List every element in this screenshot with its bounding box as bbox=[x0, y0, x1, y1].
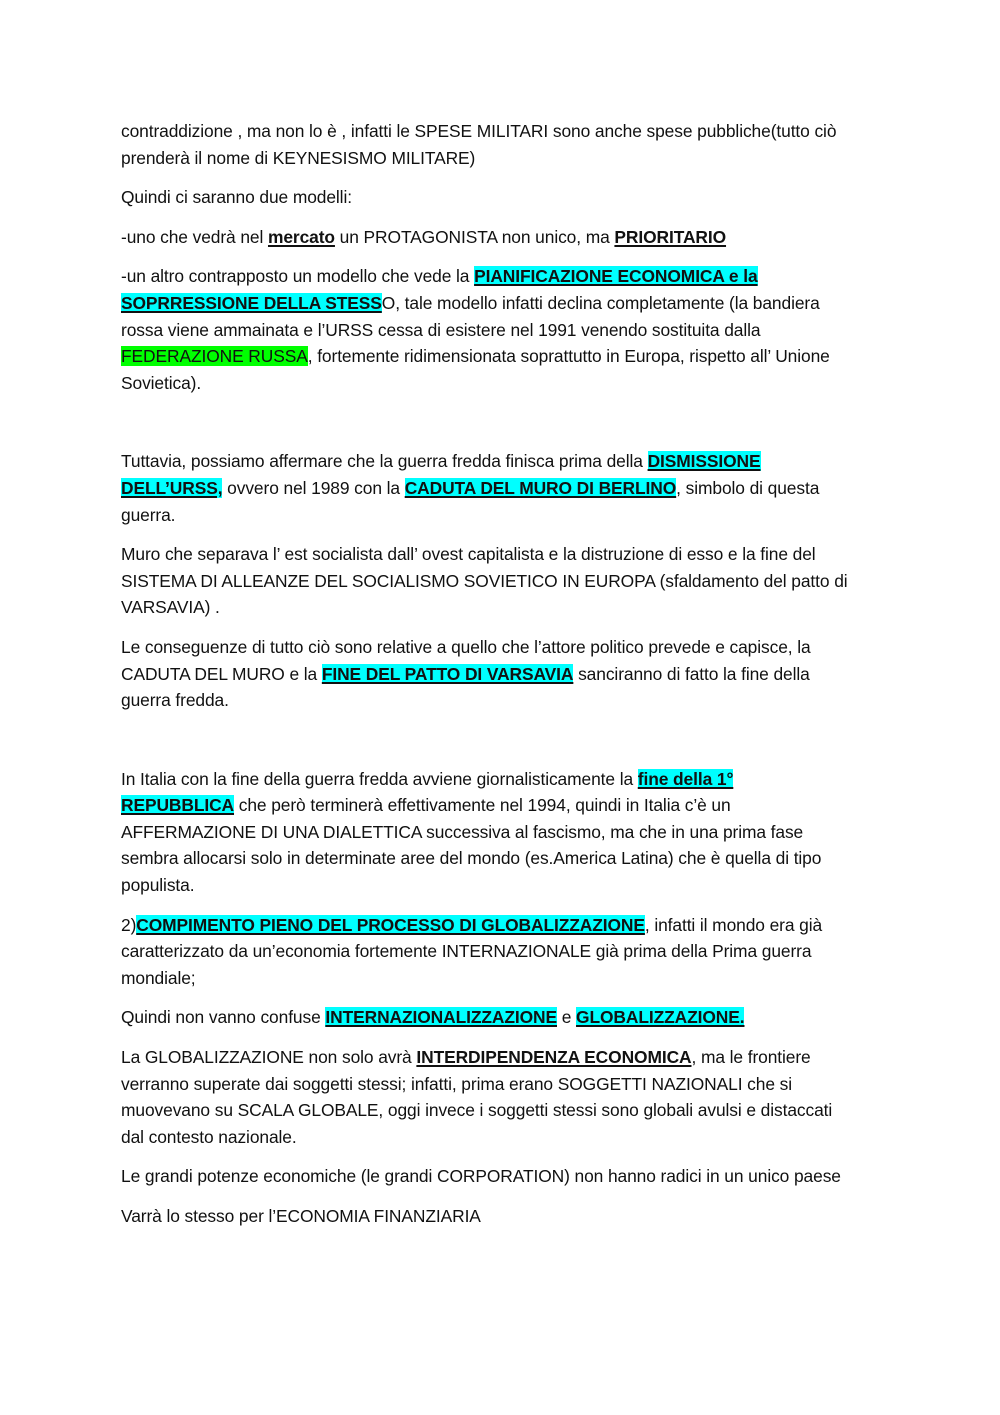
text-run: mercato bbox=[267, 226, 335, 247]
highlighted-text: SOPRRESSIONE DELLA STESS bbox=[121, 292, 382, 313]
text-run: , fortemente ridimensionata soprattutto in Europa, rispetto all’ Unione bbox=[307, 346, 830, 367]
text-run: O, tale modello infatti declina completamente (la bandiera bbox=[381, 292, 820, 313]
paragraph bbox=[121, 1004, 891, 1031]
paragraph bbox=[121, 766, 891, 899]
text-run: guerra fredda. bbox=[121, 690, 229, 711]
paragraph bbox=[121, 912, 891, 992]
highlighted-text: fine della 1° bbox=[637, 768, 734, 789]
highlighted-text: FEDERAZIONE RUSSA bbox=[121, 346, 308, 367]
highlighted-text: DELL’URSS, bbox=[121, 477, 223, 498]
text-run: prenderà il nome di KEYNESISMO MILITARE) bbox=[121, 147, 476, 168]
text-run: VARSAVIA) . bbox=[121, 597, 220, 618]
text-run: guerra. bbox=[121, 504, 176, 525]
text-run: Tuttavia, possiamo affermare che la guerra fredda finisca prima della bbox=[121, 451, 648, 472]
paragraph bbox=[121, 1163, 891, 1190]
text-run: PRIORITARIO bbox=[614, 226, 727, 247]
text-run: sembra allocarsi solo in determinate aree del mondo (es.America Latina) che è quella di tipo bbox=[121, 848, 822, 869]
highlighted-text: COMPIMENTO PIENO DEL PROCESSO DI GLOBALIZZAZIONE bbox=[136, 914, 645, 935]
text-run: un PROTAGONISTA non unico, ma bbox=[334, 226, 615, 247]
text-run: , ma le frontiere bbox=[691, 1047, 811, 1068]
text-run: Quindi ci saranno due modelli: bbox=[121, 187, 352, 208]
text-run: In Italia con la fine della guerra fredda avviene giornalisticamente la bbox=[121, 768, 638, 789]
text-run: Le grandi potenze economiche (le grandi CORPORATION) non hanno radici in un unico paese bbox=[121, 1166, 841, 1187]
text-run: rossa viene ammainata e l’URSS cessa di esistere nel 1991 venendo sostituita dalla bbox=[121, 319, 761, 340]
paragraph bbox=[121, 448, 891, 528]
text-run: muovevano su SCALA GLOBALE, oggi invece i soggetti stessi sono globali avulsi e distaccati bbox=[121, 1100, 833, 1121]
text-run: sanciranno di fatto la fine della bbox=[573, 663, 810, 684]
paragraph bbox=[121, 1044, 891, 1150]
text-run: SISTEMA DI ALLEANZE DEL SOCIALISMO SOVIETICO IN EUROPA (sfaldamento del patto di bbox=[121, 570, 848, 591]
text-run: verranno superate dai soggetti stessi; infatti, prima erano SOGGETTI NAZIONALI che si bbox=[121, 1073, 792, 1094]
highlighted-text: INTERNAZIONALIZZAZIONE bbox=[325, 1007, 557, 1028]
text-run: -uno che vedrà nel bbox=[121, 226, 268, 247]
text-run: Sovietica). bbox=[121, 372, 202, 393]
text-run: mondiale; bbox=[121, 967, 196, 988]
document-body bbox=[121, 118, 891, 1243]
paragraph bbox=[121, 263, 891, 396]
text-run: dal contesto nazionale. bbox=[121, 1126, 297, 1147]
text-run: contraddizione , ma non lo è , infatti le SPESE MILITARI sono anche spese pubbliche(tutto ciò bbox=[121, 121, 837, 141]
text-run: Le conseguenze di tutto ciò sono relative a quello che l’attore politico prevede e capisce, la bbox=[121, 636, 811, 657]
paragraph bbox=[121, 184, 891, 211]
text-run: INTERDIPENDENZA ECONOMICA bbox=[416, 1047, 692, 1068]
highlighted-text: GLOBALIZZAZIONE. bbox=[576, 1007, 745, 1028]
text-run: ovvero nel 1989 con la bbox=[222, 477, 405, 498]
text-run: -un altro contrapposto un modello che vede la bbox=[121, 266, 475, 287]
text-run: AFFERMAZIONE DI UNA DIALETTICA successiva al fascismo, ma che in una prima fase bbox=[121, 821, 804, 842]
paragraph bbox=[121, 118, 891, 171]
text-run: caratterizzato da un’economia fortemente INTERNAZIONALE già prima della Prima guerra bbox=[121, 941, 812, 962]
text-run: La GLOBALIZZAZIONE non solo avrà bbox=[121, 1047, 417, 1068]
text-run: Varrà lo stesso per l’ECONOMIA FINANZIARIA bbox=[121, 1206, 481, 1226]
paragraph bbox=[121, 224, 891, 251]
highlighted-text: CADUTA DEL MURO DI BERLINO bbox=[404, 477, 677, 498]
text-run: , infatti il mondo era già bbox=[644, 914, 823, 935]
highlighted-text: DISMISSIONE bbox=[647, 451, 761, 472]
text-run: Quindi non vanno confuse bbox=[121, 1007, 326, 1028]
highlighted-text: PIANIFICAZIONE ECONOMICA e la bbox=[474, 266, 758, 287]
text-run: 2) bbox=[121, 914, 137, 935]
text-run: populista. bbox=[121, 875, 195, 896]
blank-line bbox=[121, 409, 891, 448]
text-run: e bbox=[557, 1007, 577, 1028]
text-run: CADUTA DEL MURO e la bbox=[121, 663, 322, 684]
highlighted-text: REPUBBLICA bbox=[121, 795, 235, 816]
paragraph bbox=[121, 634, 891, 714]
highlighted-text: FINE DEL PATTO DI VARSAVIA bbox=[321, 663, 574, 684]
blank-line bbox=[121, 727, 891, 766]
paragraph bbox=[121, 541, 891, 621]
text-run: Muro che separava l’ est socialista dall’ ovest capitalista e la distruzione di esso e la fine del bbox=[121, 544, 816, 565]
text-run: che però terminerà effettivamente nel 1994, quindi in Italia c’è un bbox=[234, 795, 731, 816]
paragraph bbox=[121, 1203, 891, 1230]
text-run: , simbolo di questa bbox=[676, 477, 820, 498]
